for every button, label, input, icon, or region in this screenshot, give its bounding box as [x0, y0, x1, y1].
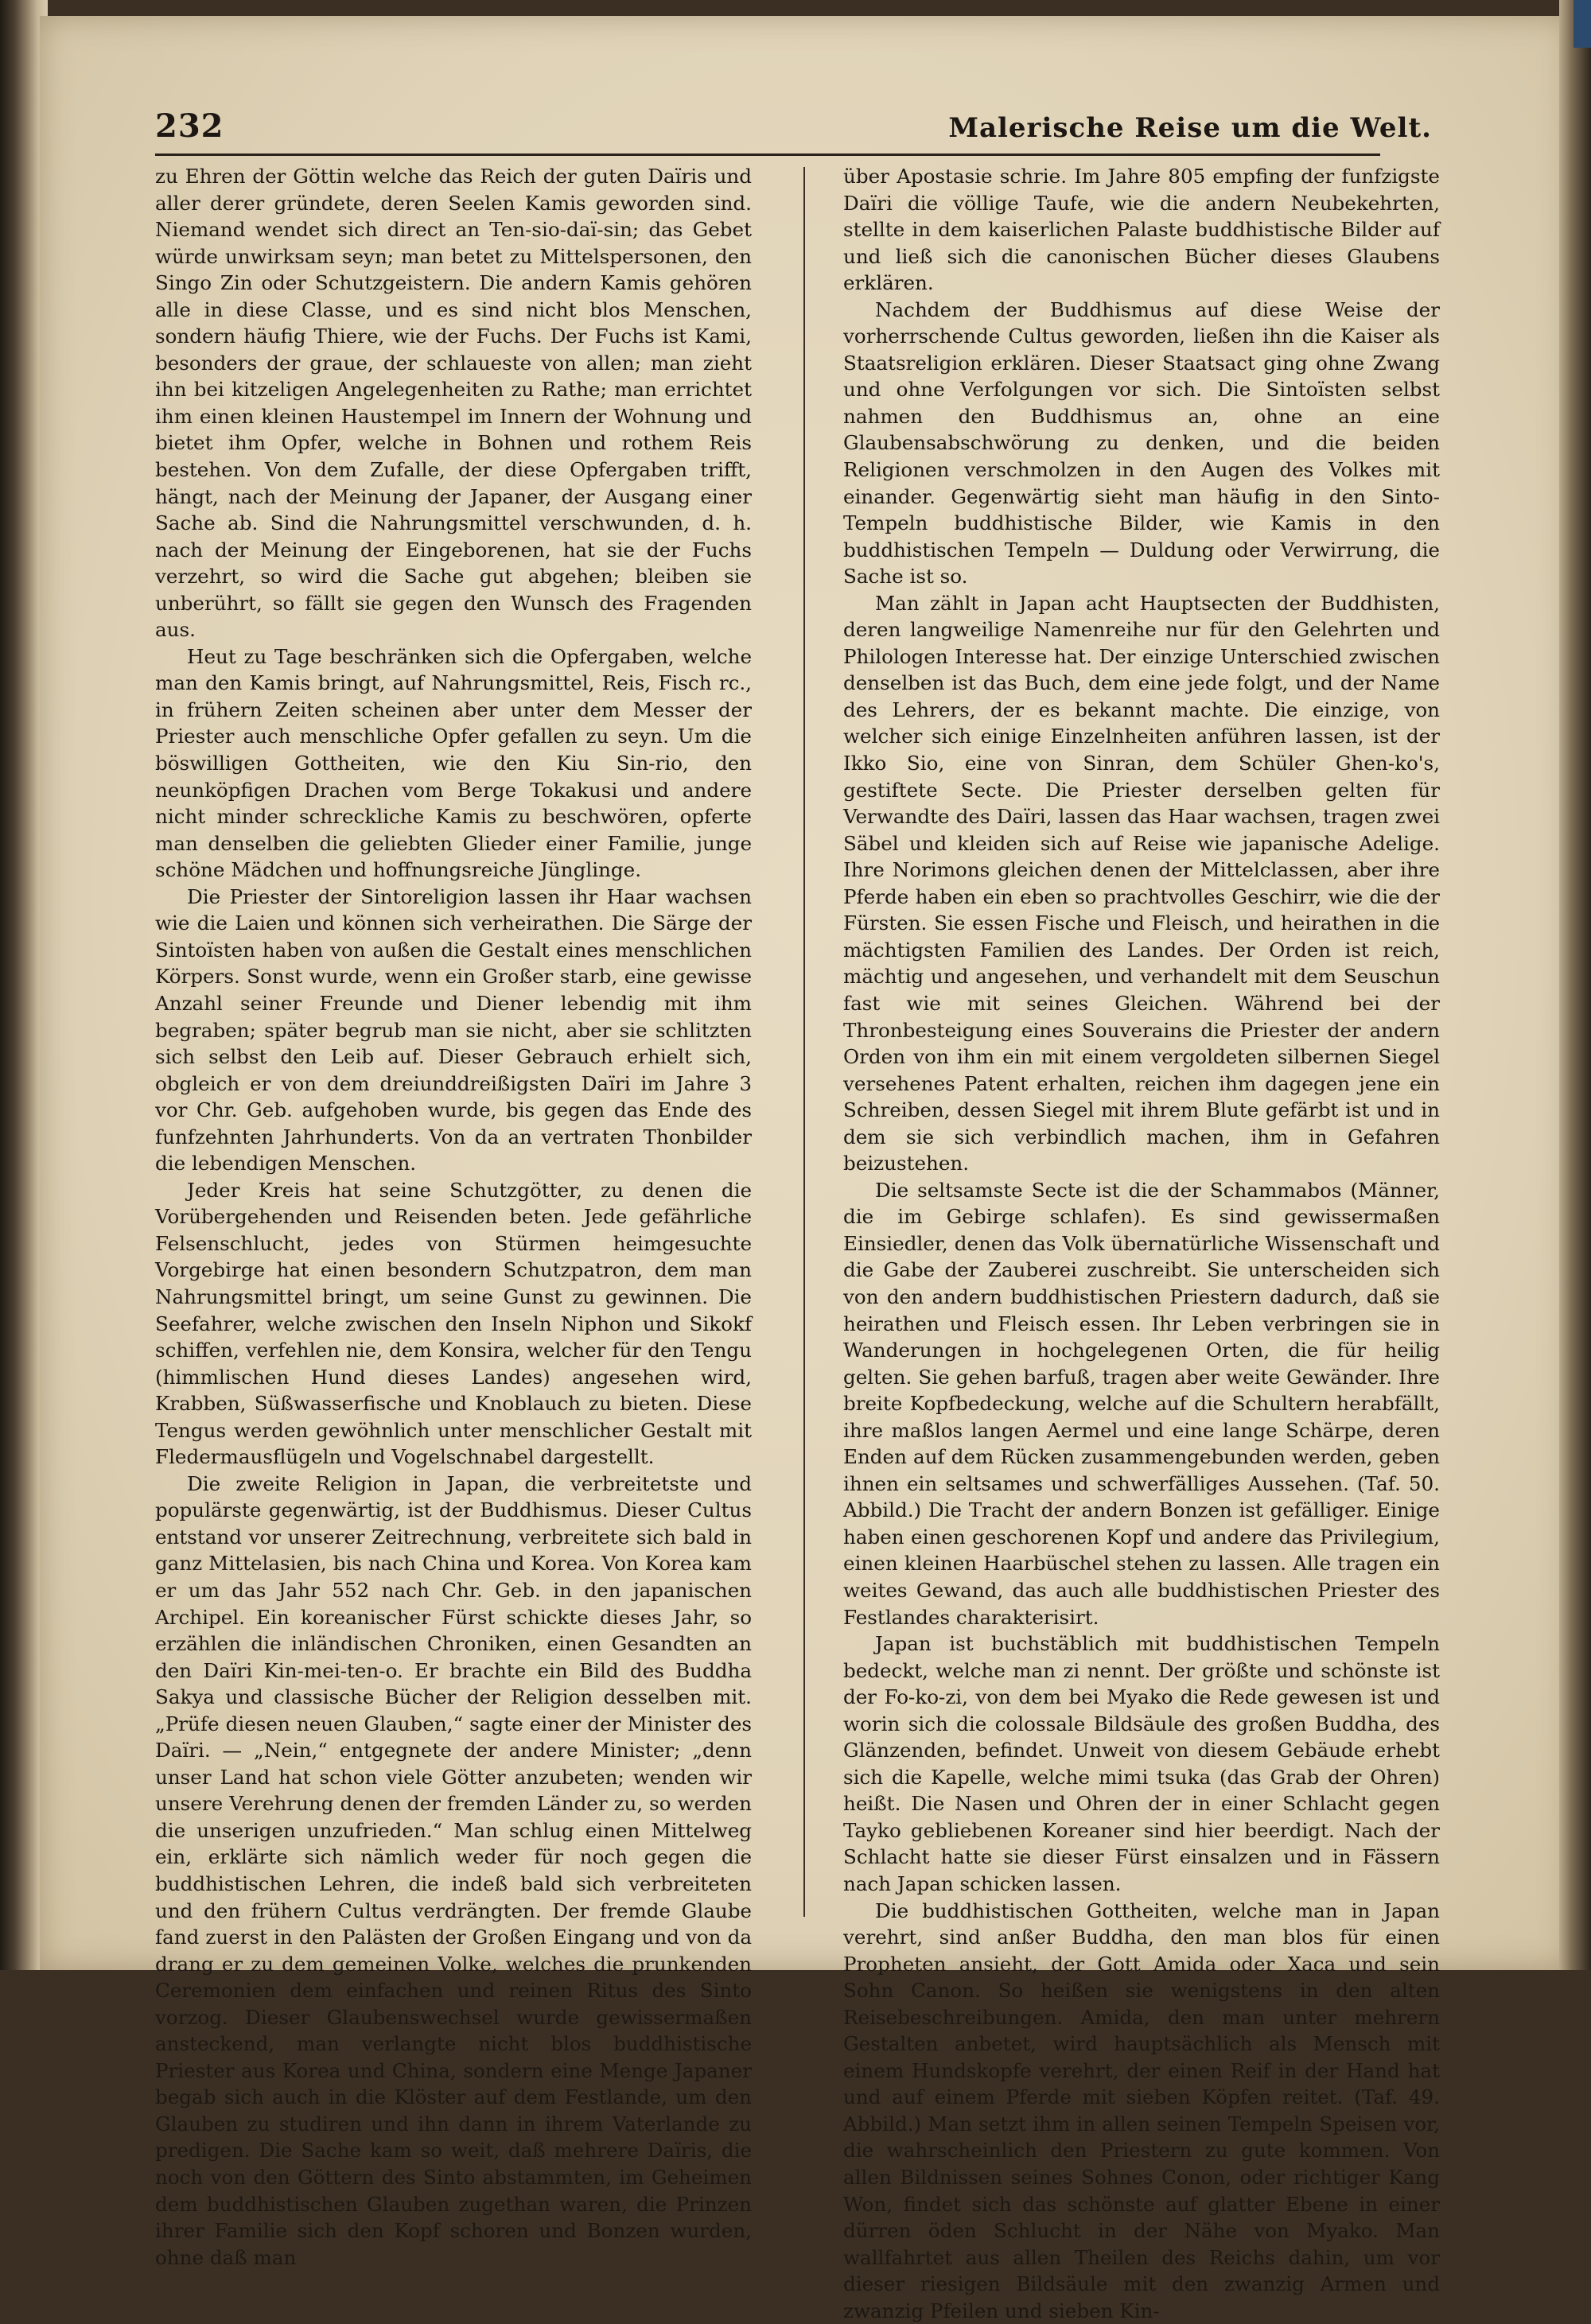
paragraph: Heut zu Tage beschränken sich die Opfergaben, welche man den Kamis bringt, auf Nahrungsmittel, Reis, Fisch rc., in frühern Zeiten scheinen aber unter dem Messer der Priester auch menschliche Opfer gefallen zu seyn. Um die böswilligen Gottheiten, wie den Kiu Sin-rio, den neunköpfigen Drachen vom Berge Tokakusi und andere nicht minder schreckliche Kamis zu beschwören, opferte man denselben die geliebten Glieder einer Familie, junge schöne Mädchen und hoffnungsreiche Jünglinge. [155, 644, 752, 882]
text-columns [155, 163, 1460, 2322]
running-title: Malerische Reise um die Welt. [948, 112, 1432, 144]
page-number: 232 [155, 107, 224, 145]
paragraph: Die Priester der Sintoreligion lassen ihr Haar wachsen wie die Laien und können sich verheirathen. Die Särge der Sintoïsten haben von außen die Gestalt eines menschlichen Körpers. Sonst wurde, wenn ein Großer starb, eine gewisse Anzahl seiner Freunde und Diener lebendig mit ihm begraben; später begrub man sie nicht, aber sie schlitzten sich selbst den Leib auf. Dieser Gebrauch erhielt sich, obgleich er von dem dreiunddreißigsten Daïri im Jahre 3 vor Chr. Geb. aufgehoben wurde, bis gegen das Ende des funfzehnten Jahrhunderts. Von da an vertraten Thonbilder die lebendigen Menschen. [155, 884, 752, 1176]
paragraph: Die seltsamste Secte ist die der Schammabos (Männer, die im Gebirge schlafen). Es sind gewissermaßen Einsiedler, denen das Volk übernatürliche Wissenschaft und die Gabe der Zauberei zuschreibt. Sie unterscheiden sich von den andern buddhistischen Priestern dadurch, daß sie heirathen und Fleisch essen. Ihr Leben verbringen sie in Wanderungen in hochgelegenen Orten, die für heilig gelten. Sie gehen barfuß, tragen aber weite Gewänder. Ihre breite Kopfbedeckung, welche auf die Schultern herabfällt, ihre maßlos langen Aermel und eine lange Schärpe, deren Enden auf dem Rücken zusammengebunden werden, geben ihnen ein seltsames und schwerfälliges Aussehen. (Taf. 50. Abbild.) Die Tracht der andern Bonzen ist gefälliger. Einige haben einen geschorenen Kopf und andere das Privilegium, einen kleinen Haarbüschel stehen zu lassen. Alle tragen ein weites Gewand, das auch alle buddhistischen Priester des Festlandes charakterisirt. [843, 1178, 1440, 1629]
paragraph: Japan ist buchstäblich mit buddhistischen Tempeln bedeckt, welche man zi nennt. Der größte und schönste ist der Fo-ko-zi, von dem bei Myako die Rede gewesen ist und worin sich die colossale Bildsäule des großen Buddha, des Glänzenden, befindet. Unweit von diesem Gebäude erhebt sich die Kapelle, welche mimi tsuka (das Grab der Ohren) heißt. Die Nasen und Ohren der in einer Schlacht gegen Tayko gebliebenen Koreaner sind hier beerdigt. Nach der Schlacht hatte sie dieser Fürst einsalzen und in Fässern nach Japan schicken lassen. [843, 1632, 1440, 1895]
right-column [843, 163, 1440, 2324]
page-content [155, 107, 1492, 2322]
paragraph: Die buddhistischen Gottheiten, welche man in Japan verehrt, sind anßer Buddha, den man blos für einen Propheten ansieht, der Gott Amida oder Xaca und sein Sohn Canon. So heißen sie wenigstens in den alten Reisebeschreibungen. Amida, den man unter mehrern Gestalten anbetet, wird hauptsächlich als Mensch mit einem Hundskopfe verehrt, der einen Reif in der Hand hat und auf einem Pferde mit sieben Köpfen reitet. (Taf. 49. Abbild.) Man setzt ihm in allen seinen Tempeln Speisen vor, die wahrscheinlich den Priestern zu gute kommen. Von allen Bildnissen seines Sohnes Conon, oder richtiger Kang Won, findet sich das schönste auf glatter Ebene in einer dürren öden Schlucht in der Nähe von Myako. Man wallfahrtet aus allen Theilen des Reichs dahin, um vor dieser riesigen Bildsäule mit den zwanzig Armen und zwanzig Pfeilen und sieben Kin- [843, 1898, 1440, 2322]
paragraph: Nachdem der Buddhismus auf diese Weise der vorherrschende Cultus geworden, ließen ihn die Kaiser als Staatsreligion erklären. Dieser Staatsact ging ohne Zwang und ohne Verfolgungen vor sich. Die Sintoïsten selbst nahmen den Buddhismus an, ohne an eine Glaubensabschwörung zu denken, und die beiden Religionen verschmolzen in den Augen des Volkes mit einander. Gegenwärtig sieht man häufig in den Sinto-Tempeln buddhistische Bilder, wie Kamis in den buddhistischen Tempeln — Duldung oder Verwirrung, die Sache ist so. [843, 297, 1440, 589]
column-divider [803, 167, 805, 1917]
left-column [155, 163, 752, 2271]
paragraph: über Apostasie schrie. Im Jahre 805 empfing der funfzigste Daïri die völlige Taufe, wie die andern Neubekehrten, stellte in dem kaiserlichen Palaste buddhistische Bilder auf und ließ sich die canonischen Bücher dieses Glaubens erklären. [843, 165, 1440, 295]
paragraph: zu Ehren der Göttin welche das Reich der guten Daïris und aller derer gründete, deren Seelen Kamis geworden sind. Niemand wendet sich direct an Ten-sio-daï-sin; das Gebet würde unwirksam seyn; man betet zu Mittelspersonen, den Singo Zin oder Schutzgeistern. Die andern Kamis gehören alle in diese Classe, und es sind nicht blos Menschen, sondern häufig Thiere, wie der Fuchs. Der Fuchs ist Kami, besonders der graue, der schlaueste von allen; man zieht ihn bei kitzeligen Angelegenheiten zu Rathe; man errichtet ihm einen kleinen Haustempel im Innern der Wohnung und bietet ihm Opfer, welche in Bohnen und rothem Reis bestehen. Von dem Zufalle, der diese Opfergaben trifft, hängt, nach der Meinung der Japaner, der Ausgang einer Sache ab. Sind die Nahrungsmittel verschwunden, d. h. nach der Meinung der Eingeborenen, hat sie der Fuchs verzehrt, so wird die Sache gut abgehen; bleiben sie unberührt, so fällt sie gegen den Wunsch des Fragenden aus. [155, 165, 752, 642]
header-rule [155, 154, 1380, 156]
paragraph: Jeder Kreis hat seine Schutzgötter, zu denen die Vorübergehenden und Reisenden beten. Jede gefährliche Felsenschlucht, jedes von Stürmen heimgesuchte Vorgebirge hat einen besondern Schutzpatron, dem man Nahrungsmittel bringt, um seine Gunst zu gewinnen. Die Seefahrer, welche zwischen den Inseln Niphon und Sikokf schiffen, verfehlen nie, dem Konsira, welcher für den Tengu (himmlischen Hund dieses Landes) angesehen wird, Krabben, Süßwasserfische und Knoblauch zu bieten. Diese Tengus werden gewöhnlich unter menschlicher Gestalt mit Fledermausflügeln und Vogelschnabel dargestellt. [155, 1178, 752, 1469]
paragraph: Man zählt in Japan acht Hauptsecten der Buddhisten, deren langweilige Namenreihe nur für den Gelehrten und Philologen Interesse hat. Der einzige Unterschied zwischen denselben ist das Buch, dem eine jede folgt, und der Name des Lehrers, der es bekannt machte. Die einzige, von welcher sich einige Einzelnheiten anführen lassen, ist der Ikko Sio, eine von Sinran, dem Schüler Ghen-ko's, gestiftete Secte. Die Priester derselben gelten für Verwandte des Daïri, lassen das Haar wachsen, tragen zwei Säbel und kleiden sich auf Reise wie japanische Adelige. Ihre Norimons gleichen denen der Mittelclassen, aber ihre Pferde haben ein eben so prachtvolles Geschirr, wie die der Fürsten. Sie essen Fische und Fleisch, und heirathen in die mächtigsten Familien des Landes. Der Orden ist reich, mächtig und angesehen, und verhandelt mit dem Seuschun fast wie mit seines Gleichen. Während bei der Thronbesteigung eines Souverains die Priester der andern Orden von ihm ein mit einem vergoldeten silbernen Siegel versehenes Patent erhalten, reichen ihm dagegen jene ein Schreiben, dessen Siegel mit ihrem Blute gefärbt ist und in dem sie sich verbindlich machen, ihm in Gefahren beizustehen. [843, 591, 1440, 1176]
blue-tab [1573, 0, 1591, 48]
paragraph: Die zweite Religion in Japan, die verbreitetste und populärste gegenwärtig, ist der Buddhismus. Dieser Cultus entstand vor unserer Zeitrechnung, verbreitete sich bald in ganz Mittelasien, bis nach China und Korea. Von Korea kam er um das Jahr 552 nach Chr. Geb. in den japanischen Archipel. Ein koreanischer Fürst schickte dieses Jahr, so erzählen die inländischen Chroniken, einen Gesandten an den Daïri Kin-mei-ten-o. Er brachte ein Bild des Buddha Sakya und classische Bücher der Religion desselben mit. „Prüfe diesen neuen Glauben,“ sagte einer der Minister des Daïri. — „Nein,“ entgegnete der andere Minister; „denn unser Land hat schon viele Götter anzubeten; wenden wir unsere Verehrung denen der fremden Länder zu, so werden die unserigen unzufrieden.“ Man schlug einen Mittelweg ein, erklärte sich nämlich weder für noch gegen die buddhistischen Lehren, die indeß bald sich verbreiteten und den frühern Cultus verdrängten. Der fremde Glaube fand zuerst in den Palästen der Großen Eingang und von da drang er zu dem gemeinen Volke, welches die prunkenden Ceremonien dem einfachen und reinen Ritus des Sinto vorzog. Dieser Glaubenswechsel wurde gewissermaßen ansteckend, man verlangte nicht blos buddhistische Priester aus Korea und China, sondern eine Menge Japaner begab sich auch in die Klöster auf dem Festlande, um den Glauben zu studiren und ihn dann in ihrem Vaterlande zu predigen. Die Sache kam so weit, daß mehrere Daïris, die noch von den Göttern des Sinto abstammten, im Geheimen dem buddhistischen Glauben zugethan waren, die Prinzen ihrer Familie sich den Kopf schoren und Bonzen wurden, ohne daß man [155, 1471, 752, 2269]
page-edge [1559, 0, 1591, 1970]
